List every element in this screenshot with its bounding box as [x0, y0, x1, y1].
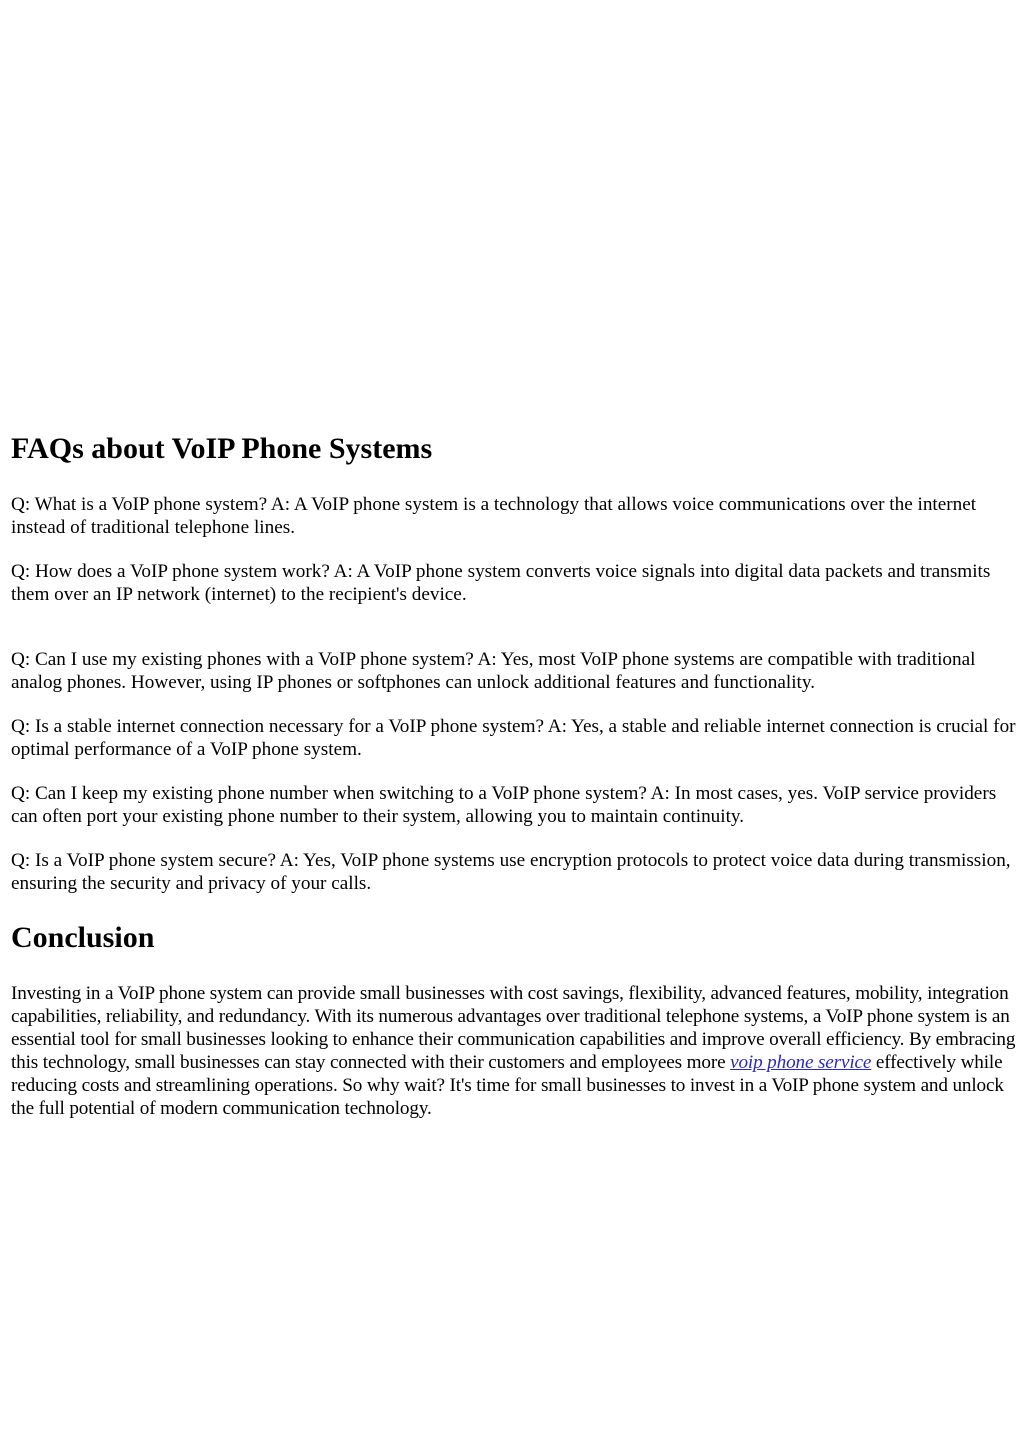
faq-item: Q: Is a stable internet connection necessary for a VoIP phone system? A: Yes, a stable and reliable internet connection is crucial for optimal performance of a VoIP phone system.: [11, 716, 1016, 760]
conclusion-text-before-link: Investing in a VoIP phone system can provide small businesses with cost savings, flexibility, advanced features, mobility, integration capabilities, reliability, and redundancy. With its numerous advantages over traditional telephone systems, a VoIP phone system is an essential tool for small businesses looking to enhance their communication capabilities and improve overall efficiency. By embracing this technology, small businesses can stay connected with their customers and employees more: [11, 983, 1016, 1073]
conclusion-text-after-link: effectively while reducing costs and streamlining operations. So why wait? It's time for small businesses to invest in a VoIP phone system and unlock the full potential of modern communication technology.: [11, 1052, 1004, 1119]
voip-phone-service-link[interactable]: voip phone service: [730, 1052, 872, 1073]
faq-item: Q: Is a VoIP phone system secure? A: Yes, VoIP phone systems use encryption protocols to protect voice data during transmission, ensuring the security and privacy of your calls.: [11, 850, 1011, 894]
faq-heading: FAQs about VoIP Phone Systems: [11, 432, 433, 465]
faq-item: Q: How does a VoIP phone system work? A: A VoIP phone system converts voice signals into digital data packets and transmits them over an IP network (internet) to the recipient's device.: [11, 561, 991, 605]
conclusion-paragraph: [11, 982, 1017, 1120]
conclusion-heading: Conclusion: [11, 921, 155, 954]
document-page: [11, 0, 1017, 1448]
faq-item: Q: What is a VoIP phone system? A: A VoIP phone system is a technology that allows voice communications over the internet instead of traditional telephone lines.: [11, 494, 977, 538]
faq-item: Q: Can I keep my existing phone number when switching to a VoIP phone system? A: In most cases, yes. VoIP service providers can often port your existing phone number to their system, allowing you to maintain continuity.: [11, 783, 997, 827]
faq-item: Q: Can I use my existing phones with a VoIP phone system? A: Yes, most VoIP phone systems are compatible with traditional analog phones. However, using IP phones or softphones can unlock additional features and functionality.: [11, 649, 976, 693]
